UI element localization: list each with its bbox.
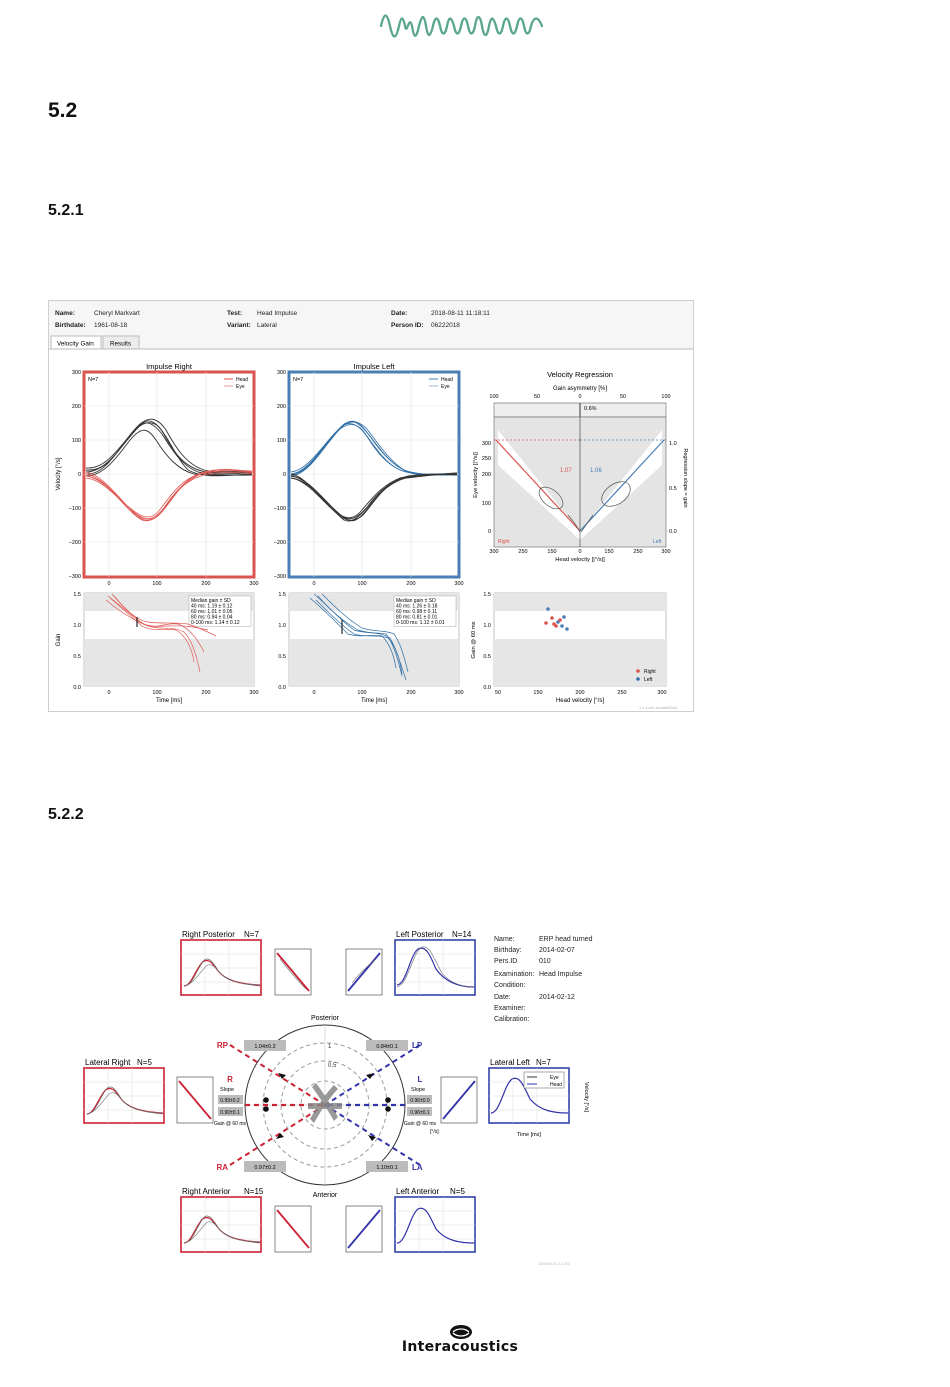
time-tick: 0: [107, 690, 111, 696]
time-tick: 200: [406, 690, 416, 696]
ll-n: N=7: [536, 1058, 551, 1067]
label-ra: RA: [216, 1163, 228, 1172]
l-gain-value: 0.96±0.1: [410, 1110, 430, 1116]
f2-exam-label: Examination:: [494, 971, 535, 978]
time-tick: 300: [249, 690, 259, 696]
velocity-tick: 200: [71, 404, 81, 410]
n-label-right: N=7: [88, 377, 99, 383]
slope-tick: 0.0: [669, 529, 677, 535]
time-axis-label-left: Time [ms]: [360, 698, 388, 704]
gain-tick: 1.5: [73, 592, 81, 598]
asymmetry-tick: 100: [489, 394, 499, 400]
f2-name-value: ERP head turned: [539, 936, 593, 943]
time-tick: 0: [312, 690, 316, 696]
date-label: Date:: [391, 310, 408, 317]
head-velocity-tick: 150: [533, 690, 543, 696]
f2-date-label: Date:: [494, 994, 511, 1001]
birthdate-value: 1961-08-18: [94, 322, 128, 329]
r-slope-label: Slope: [219, 1087, 235, 1093]
name-value: Cheryl Markvart: [94, 310, 140, 317]
gain-tick: 0.0: [278, 685, 286, 691]
gain-tick: 1.0: [278, 623, 286, 629]
label-l: L: [417, 1075, 423, 1084]
asymmetry-tick: 0: [578, 394, 582, 400]
stats-line: 60 ms: 0.98 ± 0.11: [396, 609, 438, 615]
f2-date-value: 2014-02-12: [539, 994, 575, 1001]
velocity-tick: −300: [273, 574, 286, 580]
head-velocity-tick: 300: [657, 690, 667, 696]
f2-watermark: 1000000-00-0-0-000: [538, 1262, 570, 1266]
gain-tick: 0.5: [73, 654, 81, 660]
time-tick: 300: [454, 581, 464, 587]
time-tick: 200: [406, 581, 416, 587]
stats-line: Median gain ± SD: [396, 598, 436, 604]
head-velocity-tick: 250: [617, 690, 627, 696]
gain-tick: 0.5: [483, 654, 491, 660]
velocity-tick: 100: [276, 438, 286, 444]
stats-line: 40 ms: 1.26 ± 0.18: [396, 603, 438, 610]
ll-time-label: Time [ms]: [517, 1132, 541, 1138]
stats-line: 40 ms: 1.19 ± 0.12: [191, 603, 233, 610]
lp-title: Left Posterior: [396, 930, 444, 939]
gain-tick: 1.5: [278, 592, 286, 598]
footer-brand: Interacoustics: [401, 1339, 519, 1355]
scatter-legend-left: Left: [644, 677, 653, 683]
time-tick: 0: [312, 581, 316, 587]
ll-velocity-label: Velocity [°/s]: [583, 1081, 589, 1113]
eye-velocity-tick: 250: [481, 456, 491, 462]
asymmetry-tick: 50: [619, 394, 627, 400]
label-r: R: [227, 1075, 233, 1084]
scatter-legend-right: Right: [644, 669, 656, 675]
velocity-regression-title: Velocity Regression: [547, 370, 613, 379]
l-slope-value: 0.96±0.0: [410, 1098, 430, 1104]
asymmetry-value: 0.6%: [584, 406, 597, 412]
gain-tick: 1.0: [73, 623, 81, 629]
la-value: 1.10±0.1: [376, 1165, 398, 1171]
variant-value: Lateral: [257, 322, 277, 329]
stats-box-right: [189, 596, 251, 627]
person-id-value: 06222018: [431, 322, 460, 329]
velocity-tick: −200: [68, 540, 81, 546]
lr-velocity-plot: [84, 1068, 164, 1123]
polar-tick-1: 1: [328, 1044, 332, 1050]
lr-title: Lateral Right: [85, 1058, 131, 1067]
ll-title: Lateral Left: [490, 1058, 531, 1067]
n-label-left: N=7: [293, 377, 304, 383]
time-tick: 100: [357, 581, 367, 587]
velocity-tick: −100: [68, 506, 81, 512]
f2-birth-value: 2014-02-07: [539, 947, 575, 954]
lp-value: 0.84±0.1: [376, 1044, 398, 1050]
posterior-label: Posterior: [310, 1015, 340, 1022]
velocity-axis-label: Velocity [°/s]: [56, 457, 62, 491]
slope-tick: 0.5: [669, 486, 677, 492]
stats-box-left: [394, 596, 456, 627]
gain-tick: 0.0: [483, 685, 491, 691]
eye-velocity-tick: 0: [487, 529, 491, 535]
gain-tick: 0.0: [73, 685, 81, 691]
time-tick: 100: [152, 581, 162, 587]
stats-line: 0-100 ms: 1.14 ± 0.12: [191, 620, 240, 626]
impulse-left-title: Impulse Left: [353, 362, 395, 371]
interacoustics-logo-icon: [449, 1324, 473, 1340]
waveform-logo: [378, 10, 546, 42]
name-label: Name:: [55, 310, 75, 317]
slope-tick: 1.0: [669, 441, 677, 447]
head-velocity-axis-label: Head velocity [|°/s|]: [555, 557, 605, 563]
velocity-tick: −100: [273, 506, 286, 512]
velocity-tick: 0: [77, 472, 81, 478]
time-tick: 0: [107, 581, 111, 587]
head-velocity-tick: 250: [518, 549, 528, 555]
time-tick: 200: [201, 690, 211, 696]
velocity-tick: 300: [71, 370, 81, 376]
date-value: 2018-08-11 11:18:11: [431, 310, 490, 317]
head-velocity-tick: 150: [604, 549, 614, 555]
legend-head-left: Head: [441, 377, 453, 383]
time-axis-label-right: Time [ms]: [155, 698, 183, 704]
test-label: Test:: [227, 310, 243, 317]
time-tick: 200: [201, 581, 211, 587]
impulse-right-title: Impulse Right: [146, 362, 192, 371]
rp-value: 1.04±0.2: [254, 1044, 276, 1050]
f2-exam-value: Head Impulse: [539, 971, 583, 978]
legend-head: Head: [236, 377, 248, 383]
velocity-gain-figure: [48, 300, 694, 712]
f2-examiner-label: Examiner:: [494, 1005, 526, 1012]
asymmetry-tick: 100: [661, 394, 671, 400]
ra-velocity-plot: [181, 1197, 261, 1252]
velocity-tick: −200: [273, 540, 286, 546]
head-velocity-tick: 150: [547, 549, 557, 555]
legend-eye-left: Eye: [441, 384, 450, 390]
gain-tick: 1.5: [483, 592, 491, 598]
anterior-label: Anterior: [312, 1192, 338, 1199]
time-tick: 100: [152, 690, 162, 696]
stats-line: 80 ms: 0.81 ± 0.01: [396, 614, 438, 621]
f2-pid-value: 010: [539, 958, 551, 965]
f2-name-label: Name:: [494, 936, 515, 943]
rp-n: N=7: [244, 930, 259, 939]
gain-60ms-axis-label: Gain @ 60 ms: [471, 621, 477, 659]
gain-axis-label: Gain: [56, 633, 62, 647]
ra-title: Right Anterior: [182, 1187, 231, 1196]
head-velocity-tick: 200: [575, 690, 585, 696]
eye-velocity-axis-label: Eye velocity [|°/s|]: [473, 452, 479, 498]
lp-n: N=14: [452, 930, 472, 939]
polar-tick-05: 0.5: [328, 1063, 337, 1069]
regression-slope-axis-label: Regression slope = gain: [682, 448, 688, 508]
rp-title: Right Posterior: [182, 930, 235, 939]
tab-velocity-gain-label: Velocity Gain: [57, 340, 94, 348]
head-velocity-tick: 300: [489, 549, 499, 555]
r-gain-value: 0.90±0.1: [220, 1110, 240, 1116]
head-velocity-tick: 300: [661, 549, 671, 555]
legend-head-f2: Head: [550, 1082, 562, 1088]
gain-tick: 1.0: [483, 623, 491, 629]
stats-line: 0-100 ms: 1.12 ± 0.01: [396, 620, 445, 626]
left-gain-value: 1.06: [590, 468, 602, 474]
gain-tick: 0.5: [278, 654, 286, 660]
la-n: N=5: [450, 1187, 465, 1196]
velocity-tick: 300: [276, 370, 286, 376]
lr-n: N=5: [137, 1058, 152, 1067]
label-lp: LP: [412, 1041, 423, 1050]
eye-velocity-tick: 300: [481, 441, 491, 447]
birthdate-label: Birthdate:: [55, 322, 86, 329]
f2-condition-label: Condition:: [494, 982, 526, 989]
time-tick: 300: [249, 581, 259, 587]
l-gain-label: Gain @ 60 ms: [403, 1121, 437, 1127]
tab-results-label: Results: [110, 340, 131, 348]
right-word: Right: [498, 539, 510, 545]
r-slope-value: 0.99±0.2: [220, 1098, 240, 1104]
l-units: [°/s]: [430, 1129, 439, 1135]
la-title: Left Anterior: [396, 1187, 440, 1196]
l-slope-label: Slope: [410, 1087, 426, 1093]
time-tick: 300: [454, 690, 464, 696]
r-gain-label: Gain @ 60 ms: [213, 1121, 247, 1127]
la-velocity-plot: [395, 1197, 475, 1252]
section-heading-5-2-2: 5.2.2: [48, 806, 84, 823]
section-heading-5-2: 5.2: [48, 99, 78, 122]
variant-label: Variant:: [227, 322, 251, 329]
f2-calibration-label: Calibration:: [494, 1016, 530, 1023]
legend-eye: Eye: [236, 384, 245, 390]
stats-line: 80 ms: 0.94 ± 0.04: [191, 614, 233, 621]
ra-value: 0.97±0.2: [254, 1165, 276, 1171]
asymmetry-tick: 50: [533, 394, 541, 400]
right-gain-value: 1.07: [560, 468, 572, 474]
watermark: 1.1.1.rel.-rev.abd7cd1: [639, 705, 678, 710]
velocity-tick: 0: [282, 472, 286, 478]
rp-velocity-plot: [181, 940, 261, 995]
head-impulse-summary-figure: [80, 925, 620, 1270]
impulse-right-plot: [84, 372, 254, 577]
person-id-label: Person ID:: [391, 322, 424, 329]
label-rp: RP: [216, 1041, 228, 1050]
f2-birth-label: Birthday:: [494, 947, 522, 954]
stats-line: Median gain ± SD: [191, 598, 231, 604]
eye-velocity-tick: 200: [481, 472, 491, 478]
velocity-tick: 100: [71, 438, 81, 444]
left-word: Left: [653, 539, 662, 545]
velocity-tick: 200: [276, 404, 286, 410]
label-la: LA: [412, 1163, 423, 1172]
ra-n: N=15: [244, 1187, 264, 1196]
head-velocity-tick: 250: [633, 549, 643, 555]
time-tick: 100: [357, 690, 367, 696]
stats-line: 60 ms: 1.01 ± 0.05: [191, 609, 233, 615]
f2-pid-label: Pers.ID: [494, 958, 518, 965]
eye-velocity-tick: 100: [481, 501, 491, 507]
section-heading-5-2-1: 5.2.1: [48, 202, 84, 219]
head-velocity-tick: 50: [494, 690, 502, 696]
gain-asymmetry-label: Gain asymmetry [%]: [552, 386, 608, 392]
head-velocity-tick: 0: [578, 549, 582, 555]
legend-eye-f2: Eye: [550, 1075, 559, 1081]
head-velocity-axis-label-2: Head velocity [°/s]: [555, 698, 605, 704]
velocity-tick: −300: [68, 574, 81, 580]
test-value: Head Impulse: [257, 310, 298, 317]
